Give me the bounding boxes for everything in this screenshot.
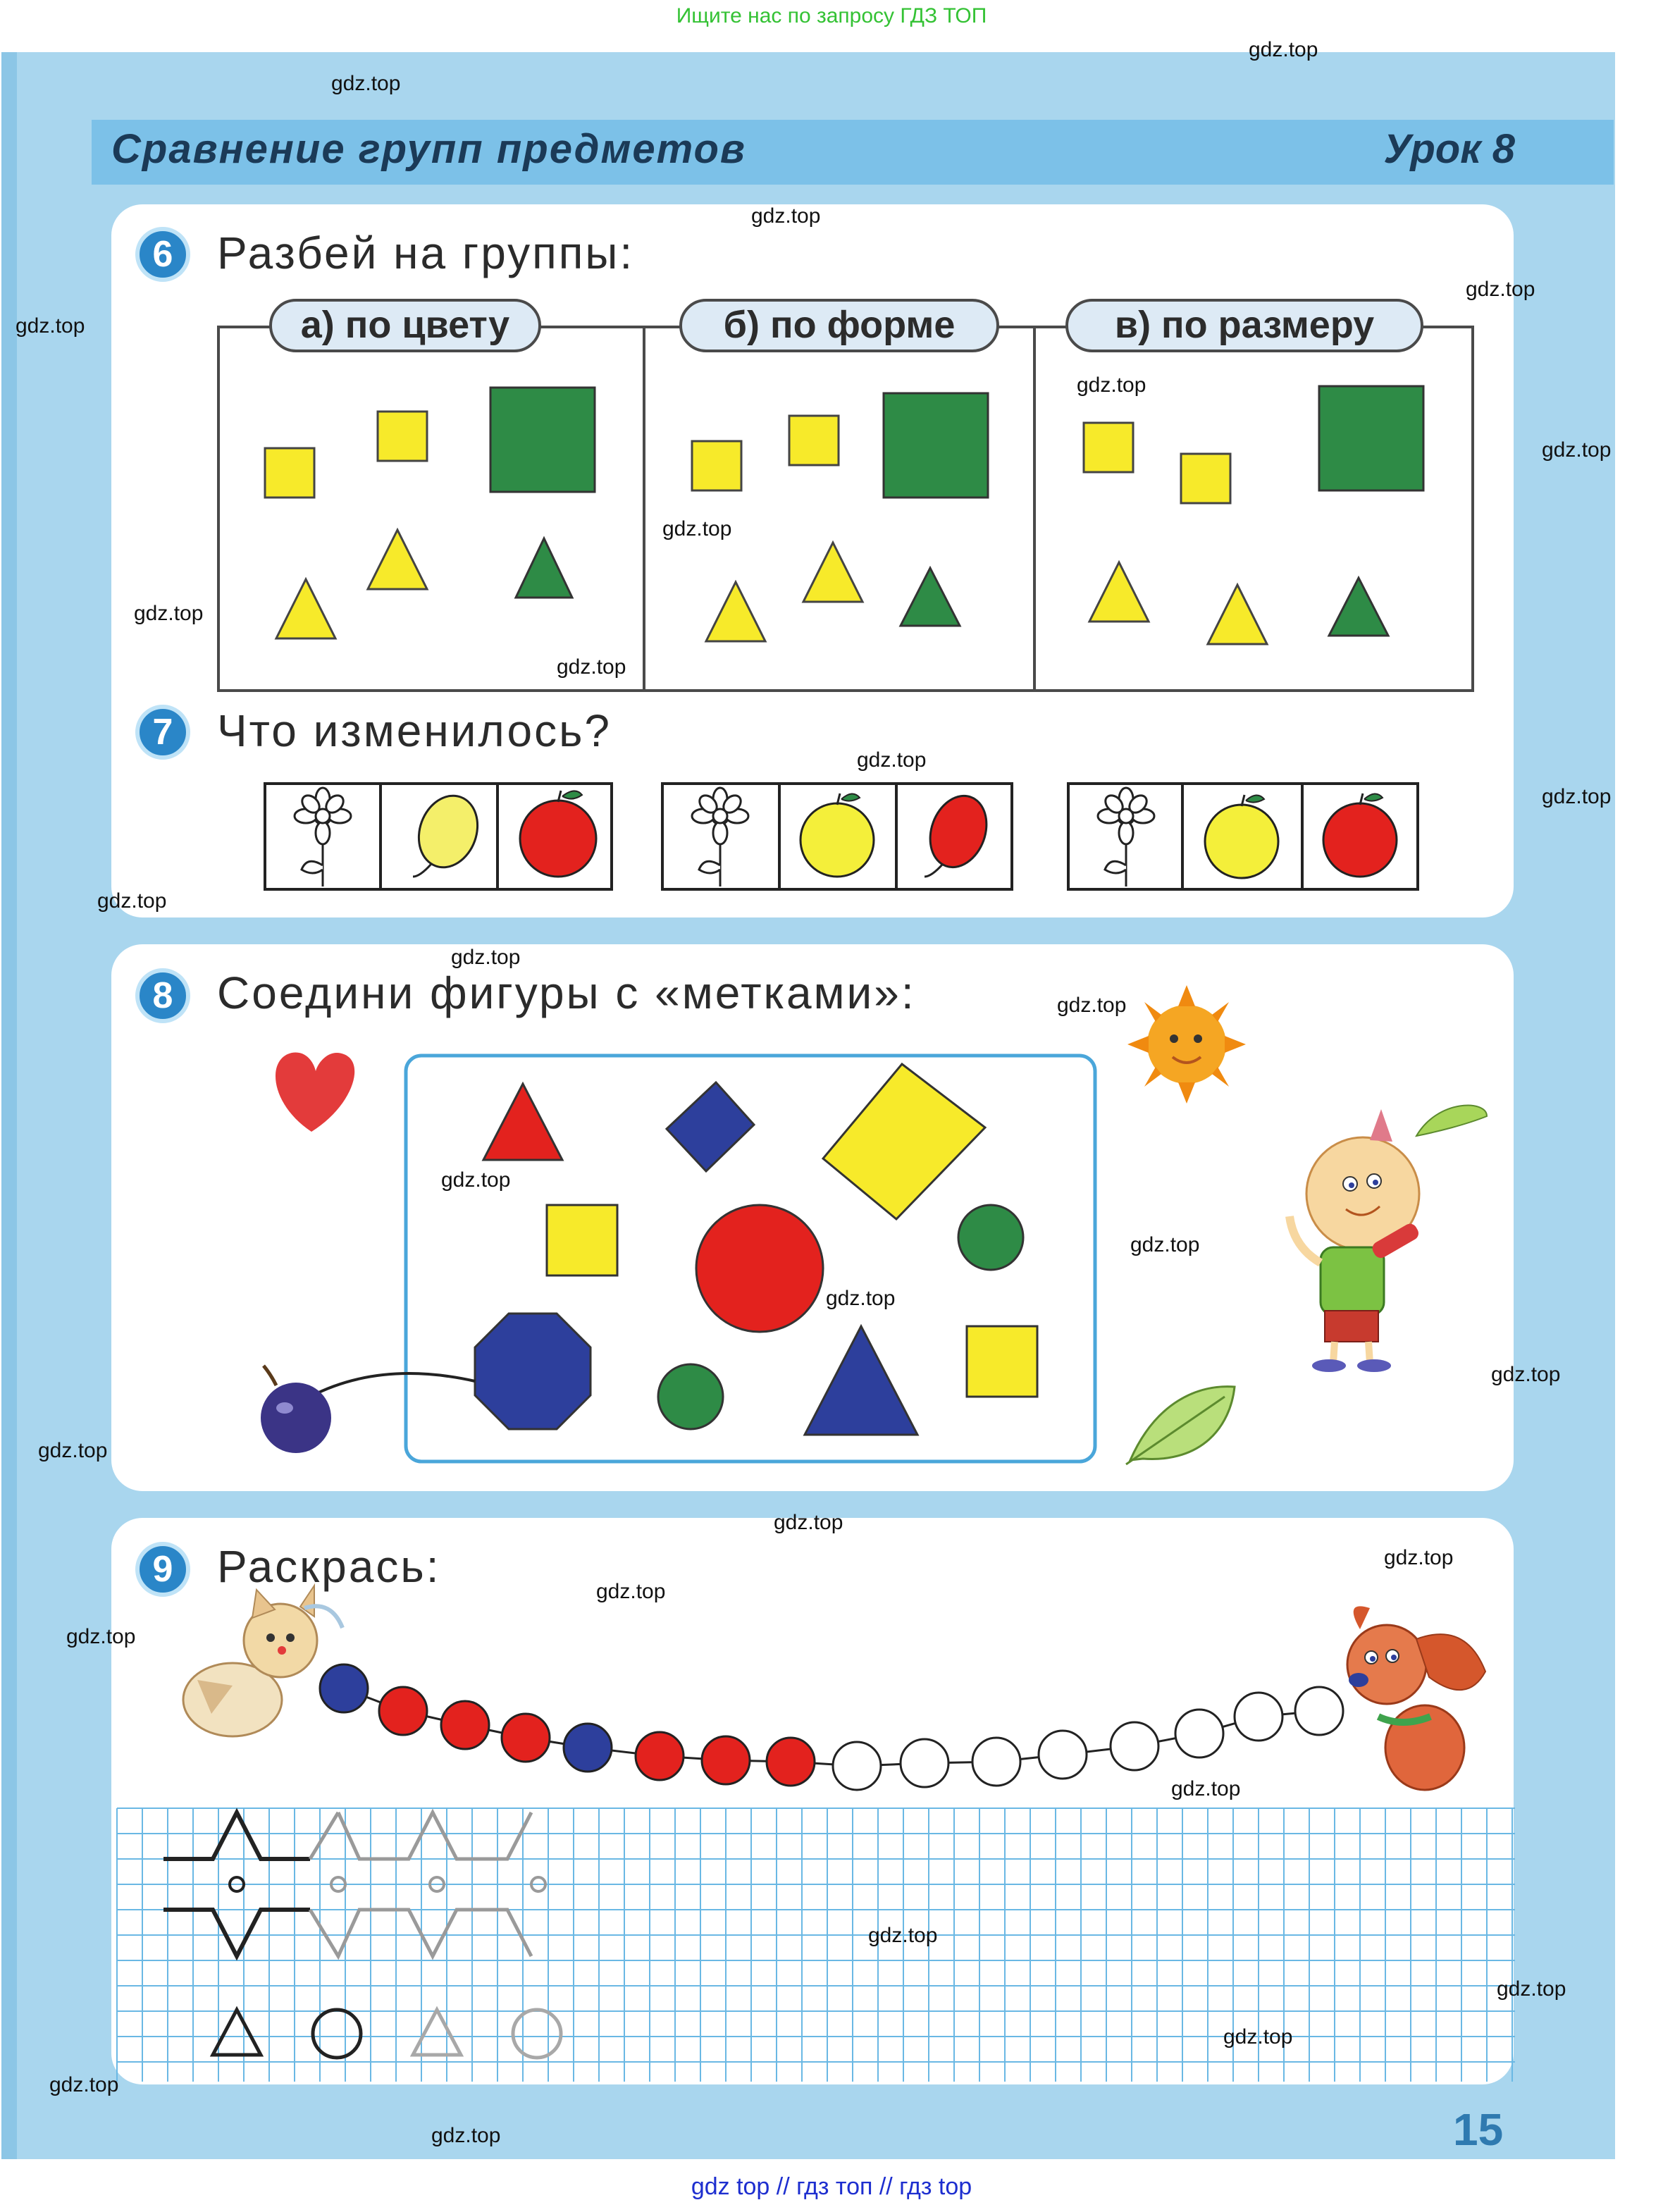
bead-red [702,1736,750,1784]
watermark-text: gdz.top [1057,994,1127,1017]
bead-red [379,1687,427,1735]
search-banner-link[interactable]: Ищите нас по запросу ГДЗ ТОП [676,4,987,27]
bead-uncolored[interactable] [833,1742,881,1790]
watermark-text: gdz.top [49,2073,119,2096]
watermark-text: gdz.top [557,655,626,679]
bead-uncolored[interactable] [1111,1722,1158,1770]
task-6-title: Разбей на группы: [217,228,635,278]
page-title: Сравнение групп предметов [111,126,746,172]
watermark-text: gdz.top [97,889,167,913]
watermark-text: gdz.top [331,72,401,95]
bead-blue [564,1724,612,1772]
watermark-text: gdz.top [774,1511,843,1534]
watermark-text: gdz.top [1542,438,1612,462]
bead-red [636,1732,684,1780]
watermark-text: gdz.top [1171,1777,1241,1800]
watermark-text: gdz.top [431,2124,501,2147]
triangle-circle-pattern-sample [213,2010,561,2058]
watermark-text: gdz.top [441,1168,511,1192]
footer-links[interactable]: gdz top // гдз топ // гдз top [691,2173,972,2200]
task-8-number: 8 [135,968,190,1023]
page-number: 15 [1453,2104,1504,2155]
task-9-title: Раскрась: [217,1541,441,1592]
kitten-illustration [183,1586,342,1736]
watermark-text: gdz.top [1542,785,1612,808]
task-8-title: Соедини фигуры с «метками»: [217,968,916,1018]
watermark-text: gdz.top [1497,1977,1566,2001]
bead-red [767,1738,815,1786]
watermark-text: gdz.top [38,1439,108,1462]
watermark-text: gdz.top [596,1580,666,1603]
watermark-text: gdz.top [1077,373,1146,397]
bead-uncolored[interactable] [901,1739,948,1787]
task-7-number: 7 [135,705,190,760]
bead-uncolored[interactable] [1175,1710,1223,1757]
watermark-text: gdz.top [1466,278,1535,301]
column-label-color: а) по цвету [269,299,541,352]
watermark-text: gdz.top [826,1287,896,1310]
watermark-text: gdz.top [451,946,521,969]
task-7-title: Что изменилось? [217,705,612,756]
task-9-number: 9 [135,1542,190,1597]
watermark-text: gdz.top [1130,1233,1200,1256]
watermark-text: gdz.top [66,1625,136,1648]
watermark-text: gdz.top [16,314,85,338]
watermark-text: gdz.top [857,748,927,772]
watermark-text: gdz.top [868,1924,938,1947]
bead-blue [320,1664,368,1712]
task-6-number: 6 [135,227,190,282]
watermark-text: gdz.top [1491,1363,1561,1386]
column-label-shape: б) по форме [679,299,999,352]
watermark-text: gdz.top [751,204,821,228]
watermark-text: gdz.top [1223,2025,1293,2049]
bead-uncolored[interactable] [972,1738,1020,1786]
bead-uncolored[interactable] [1295,1687,1343,1735]
bead-uncolored[interactable] [1039,1731,1087,1779]
bead-uncolored[interactable] [1235,1693,1282,1741]
watermark-text: gdz.top [134,602,204,625]
lesson-label: Урок 8 [1383,126,1515,172]
watermark-text: gdz.top [662,517,732,540]
bead-string [320,1664,1343,1790]
column-label-size: в) по размеру [1065,299,1423,352]
bead-red [502,1714,550,1762]
bead-red [441,1701,489,1749]
puppy-illustration [1347,1606,1485,1790]
watermark-text: gdz.top [1384,1546,1454,1569]
watermark-text: gdz.top [1249,38,1318,61]
